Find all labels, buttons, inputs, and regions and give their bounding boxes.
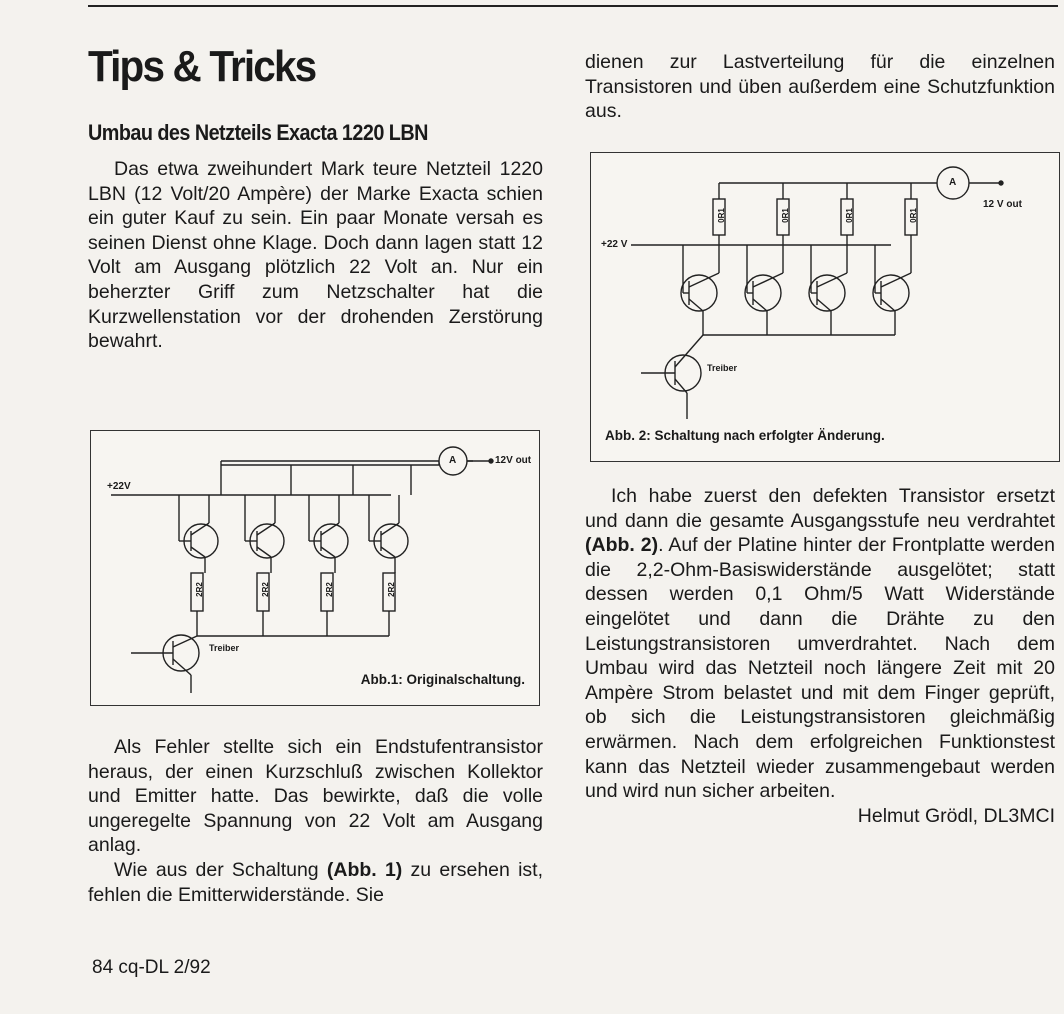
column-2-bottom xyxy=(585,484,1055,828)
column-1-continued xyxy=(88,735,543,907)
page-title: Tips & Tricks xyxy=(88,42,316,91)
article-subtitle: Umbau des Netzteils Exacta 1220 LBN xyxy=(88,120,428,145)
fig2-resistor-4: 0R1 xyxy=(908,208,918,223)
fig1-driver-label: Treiber xyxy=(209,643,240,653)
fig2-output-label: 12 V out xyxy=(983,199,1022,210)
fig2-resistor-1: 0R1 xyxy=(716,208,726,223)
fig1-ammeter-label: A xyxy=(449,455,457,466)
fig2-resistor-3: 0R1 xyxy=(844,208,854,223)
fig1-resistor-3: 2R2 xyxy=(324,582,334,597)
figure-2 xyxy=(590,152,1060,462)
fig1-resistor-4: 2R2 xyxy=(386,582,396,597)
paragraph-repair: Ich habe zuerst den defekten Transistor ersetzt und dann die gesamte Ausgangsstufe neu verdrahtet (Abb. 2). Auf der Platine hinter der Frontplatte werden die 2,2-Ohm-Basiswiderstände ausgelötet; statt dessen werden 0,1 Ohm/5 Watt Widerstände eingelötet und dann die Drähte zu den Leistungstransistoren umverdrahtet. Nach dem Umbau wird das Netzteil noch längere Zeit mit 20 Ampère Strom belastet und mit dem Finger geprüft, ob sich die Leistungstransistoren gleichmäßig erwärmen. Nach dem erfolgreichen Funktionstest kann das Netzteil wieder zusammengebaut werden und wird nun sicher arbeiten. Helmut Grödl, DL3MCI xyxy=(585,485,1055,827)
fig1-output-label: 12V out xyxy=(495,455,532,466)
paragraph-schematic-ref: Wie aus der Schaltung (Abb. 1) zu ersehen ist, fehlen die Emitterwiderstände. Sie xyxy=(88,858,544,906)
fig2-input-voltage: +22 V xyxy=(601,239,628,250)
page-footer: 84 cq-DL 2/92 xyxy=(92,957,211,978)
author-signature: Helmut Grödl, DL3MCI xyxy=(857,804,1055,827)
figure-2-reference: (Abb. 2) xyxy=(585,534,659,557)
paragraph-fault: Als Fehler stellte sich ein Endstufentransistor heraus, der einen Kurzschluß zwischen Kollektor und Emitter hatte. Das bewirkte, daß die volle ungeregelte Spannung von 22 Volt am Ausgang anlag. xyxy=(88,736,543,857)
fig1-input-voltage: +22V xyxy=(107,481,131,492)
fig2-ammeter-label: A xyxy=(949,177,957,188)
column-1-intro xyxy=(88,157,543,354)
figure-1-reference: (Abb. 1) xyxy=(326,858,403,881)
fig1-resistor-2: 2R2 xyxy=(260,582,270,597)
fig2-driver-label: Treiber xyxy=(707,363,738,373)
fig2-resistor-2: 0R1 xyxy=(780,208,790,223)
paragraph-load-sharing: dienen zur Lastverteilung für die einzelnen Transistoren und üben außerdem eine Schutzfunktion aus. xyxy=(585,51,1055,123)
fig1-transistors xyxy=(131,465,411,693)
fig1-caption: Abb.1: Originalschaltung. xyxy=(360,672,525,687)
fig2-caption: Abb. 2: Schaltung nach erfolgter Änderung. xyxy=(605,428,885,443)
figure-1-schematic xyxy=(91,431,539,705)
top-rule xyxy=(88,5,1058,7)
paragraph-intro: Das etwa zweihundert Mark teure Netzteil 1220 LBN (12 Volt/20 Ampère) der Marke Exacta schien ein guter Kauf zu sein. Ein paar Monate versah es seinen Dienst ohne Klage. Doch dann lagen statt 12 Volt am Ausgang plötzlich 22 Volt an. Nur ein beherzter Griff zum Netzschalter hat die Kurzwellenstation vor der drohenden Zerstörung bewahrt. xyxy=(88,158,543,353)
column-2-top xyxy=(585,50,1055,124)
figure-1 xyxy=(90,430,540,706)
fig1-resistor-1: 2R2 xyxy=(194,582,204,597)
